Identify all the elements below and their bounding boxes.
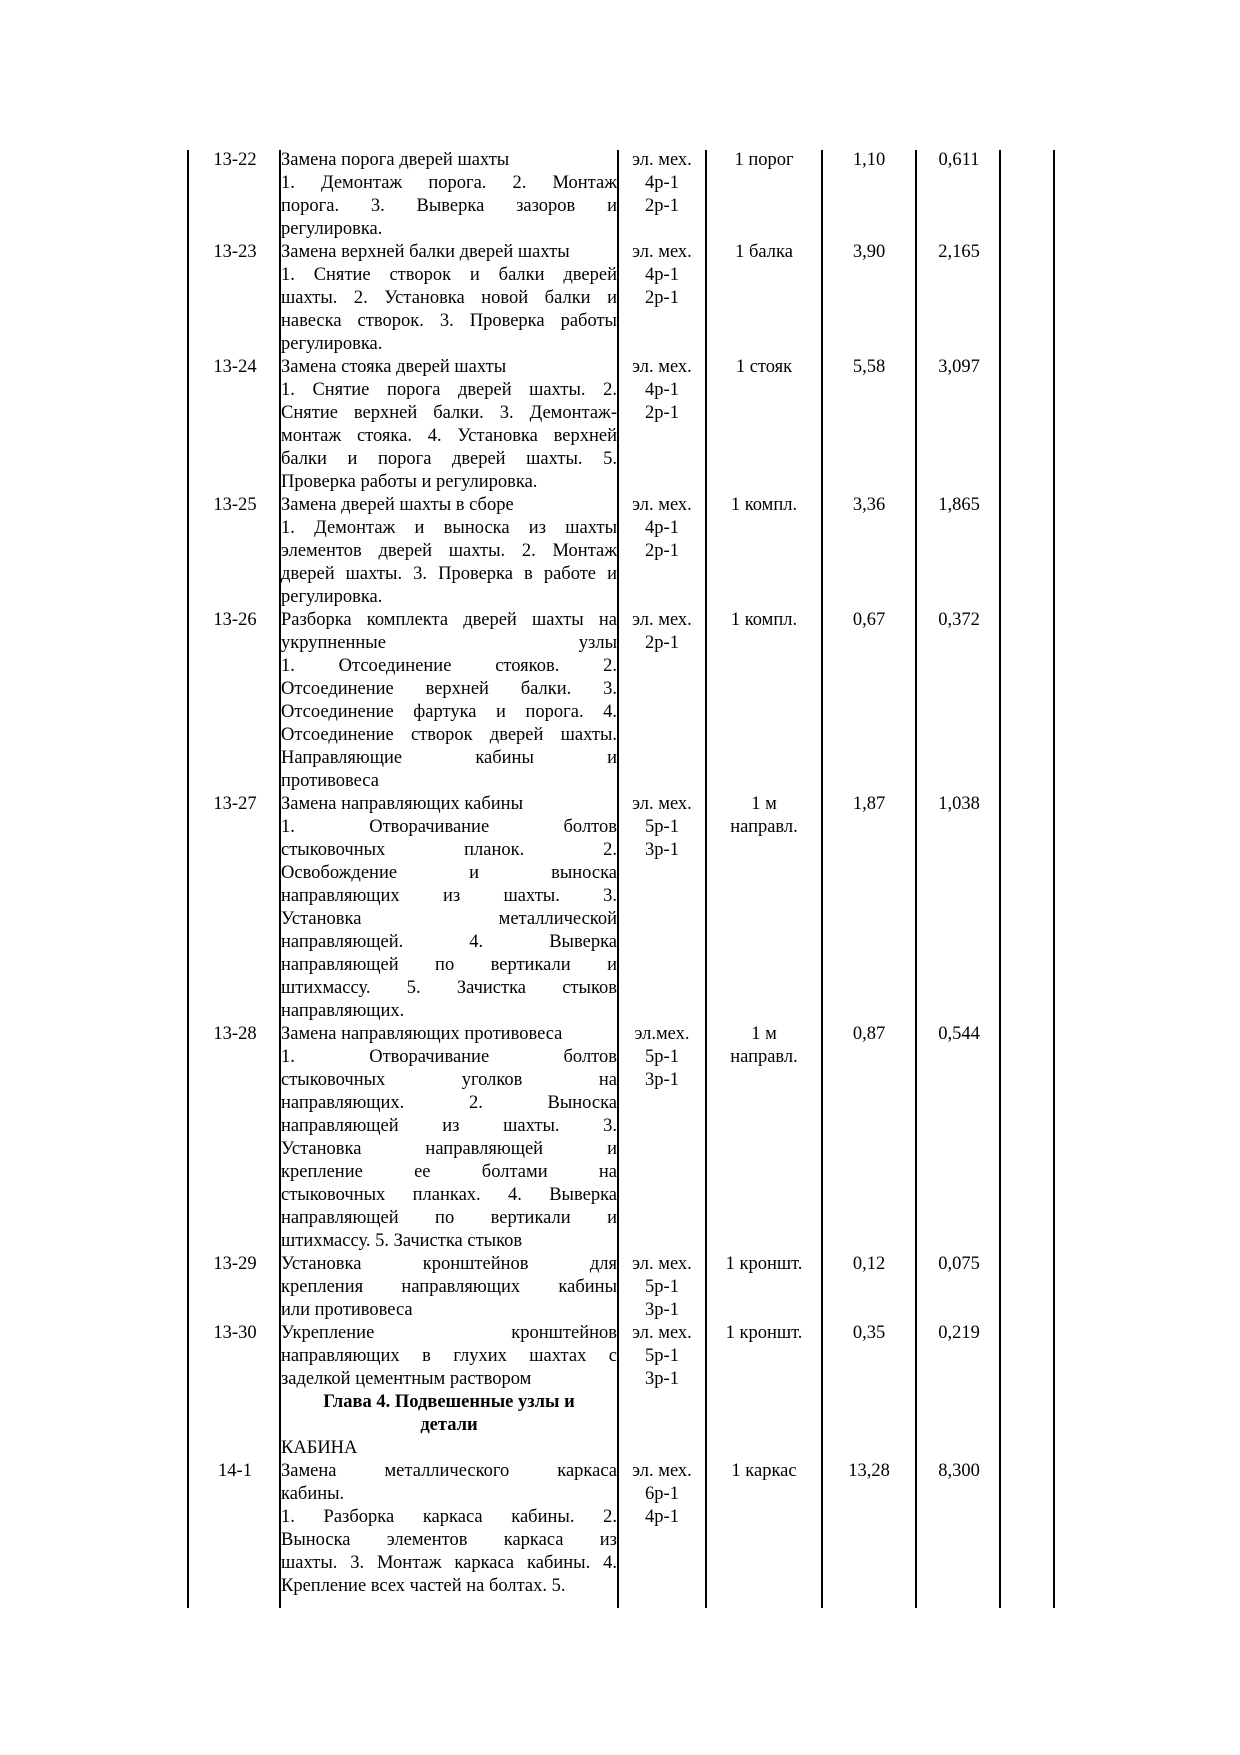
work-description-line: направляющей по вертикали и	[281, 1208, 617, 1228]
work-title: Установка кронштейнов для	[281, 1254, 617, 1274]
unit-line: 1 м	[751, 794, 777, 814]
unit-line: направл.	[730, 1047, 798, 1067]
work-description-line: 1. Отсоединение стояков. 2.	[281, 656, 617, 676]
work-description-line: Крепление всех частей на болтах. 5.	[281, 1576, 566, 1596]
machinery-line: 5р-1	[645, 1047, 679, 1067]
norm-value-2: 0,611	[938, 150, 980, 170]
norm-value-2: 0,219	[938, 1323, 980, 1343]
machinery-cell	[619, 609, 705, 655]
row-description	[281, 356, 617, 494]
table-rule-left	[187, 150, 189, 1608]
unit-cell	[707, 609, 821, 632]
work-description-line: Отсоединение фартука и порога. 4.	[281, 702, 617, 722]
unit-line: 1 м	[751, 1024, 777, 1044]
machinery-line: эл. мех.	[632, 610, 692, 630]
work-title: Замена верхней балки дверей шахты	[281, 242, 570, 262]
machinery-line: эл. мех.	[632, 1254, 692, 1274]
chapter-heading-line: детали	[420, 1415, 478, 1435]
chapter-heading	[281, 1391, 617, 1437]
work-description-line: стыковочных уголков на	[281, 1070, 617, 1090]
machinery-line: 2р-1	[645, 288, 679, 308]
machinery-line: 2р-1	[645, 403, 679, 423]
machinery-line: 4р-1	[645, 1507, 679, 1527]
work-description-line: 1. Снятие створок и балки дверей	[281, 265, 617, 285]
unit-line: 1 стояк	[735, 357, 793, 377]
row-number: 13-25	[213, 495, 257, 515]
work-description-line: Установка направляющей и	[281, 1139, 617, 1159]
work-description-line: направляющих из шахты. 3.	[281, 886, 617, 906]
unit-line: 1 балка	[735, 242, 793, 262]
row-description	[281, 1460, 617, 1598]
norm-value-2: 0,544	[938, 1024, 980, 1044]
row-description	[281, 1023, 617, 1253]
machinery-cell	[619, 1322, 705, 1391]
machinery-line: 2р-1	[645, 633, 679, 653]
row-number: 13-29	[213, 1254, 257, 1274]
work-description-line: Отсоединение верхней балки. 3.	[281, 679, 617, 699]
unit-cell	[707, 1253, 821, 1276]
machinery-line: эл. мех.	[632, 794, 692, 814]
unit-line: 1 порог	[734, 150, 794, 170]
work-description-line: укрупненные узлы	[281, 633, 617, 653]
work-description-line: Выноска элементов каркаса из	[281, 1530, 617, 1550]
work-description-line: шахты. 2. Установка новой балки и	[281, 288, 617, 308]
work-description-line: балки и порога дверей шахты. 5.	[281, 449, 617, 469]
row-description	[281, 494, 617, 609]
work-description-line: или противовеса	[281, 1300, 413, 1320]
machinery-cell	[619, 1460, 705, 1529]
machinery-line: 4р-1	[645, 518, 679, 538]
work-title: Замена порога дверей шахты	[281, 150, 510, 170]
chapter-heading-line: Глава 4. Подвешенные узлы и	[323, 1392, 575, 1412]
work-description-line: Отсоединение створок дверей шахты.	[281, 725, 617, 745]
row-description	[281, 149, 617, 241]
unit-cell	[707, 149, 821, 172]
row-description	[281, 241, 617, 356]
norm-value-1: 0,67	[852, 610, 886, 630]
unit-cell	[707, 494, 821, 517]
unit-line: направл.	[730, 817, 798, 837]
work-description-line: 1. Отворачивание болтов	[281, 1047, 617, 1067]
work-description-line: 1. Снятие порога дверей шахты. 2.	[281, 380, 617, 400]
norm-value-1: 5,58	[852, 357, 886, 377]
unit-line: 1 кроншт.	[725, 1254, 803, 1274]
norm-value-2: 8,300	[938, 1461, 980, 1481]
work-description-line: дверей шахты. 3. Проверка в работе и	[281, 564, 617, 584]
row-description	[281, 1322, 617, 1391]
machinery-line: 3р-1	[645, 1070, 679, 1090]
norm-value-2: 2,165	[938, 242, 980, 262]
machinery-line: 5р-1	[645, 817, 679, 837]
row-description	[281, 609, 617, 793]
machinery-line: эл. мех.	[632, 1323, 692, 1343]
machinery-line: 6р-1	[645, 1484, 679, 1504]
work-description-line: Проверка работы и регулировка.	[281, 472, 538, 492]
work-description-line: навеска створок. 3. Проверка работы	[281, 311, 617, 331]
norm-value-1: 1,87	[852, 794, 886, 814]
work-description-line: заделкой цементным раствором	[281, 1369, 532, 1389]
machinery-line: эл. мех.	[632, 242, 692, 262]
row-number: 14-1	[218, 1461, 252, 1481]
machinery-cell	[619, 241, 705, 310]
machinery-cell	[619, 1253, 705, 1322]
machinery-cell	[619, 149, 705, 218]
machinery-line: 5р-1	[645, 1277, 679, 1297]
unit-cell	[707, 356, 821, 379]
work-description-line: направляющей. 4. Выверка	[281, 932, 617, 952]
work-description-line: 1. Демонтаж порога. 2. Монтаж	[281, 173, 617, 193]
section-heading: КАБИНА	[281, 1438, 358, 1458]
work-description-line: 1. Отворачивание болтов	[281, 817, 617, 837]
work-title: Замена направляющих противовеса	[281, 1024, 563, 1044]
machinery-cell	[619, 793, 705, 862]
unit-line: 1 кроншт.	[725, 1323, 803, 1343]
machinery-line: эл. мех.	[632, 1461, 692, 1481]
work-description-line: 1. Демонтаж и выноска из шахты	[281, 518, 617, 538]
machinery-line: 4р-1	[645, 173, 679, 193]
work-description-line: регулировка.	[281, 334, 383, 354]
unit-cell	[707, 1023, 821, 1069]
work-description-line: шахты. 3. Монтаж каркаса кабины. 4.	[281, 1553, 617, 1573]
unit-line: 1 компл.	[730, 610, 798, 630]
norm-value-1: 3,36	[852, 495, 886, 515]
row-number: 13-30	[213, 1323, 257, 1343]
table-rule-right	[1053, 150, 1055, 1608]
row-description	[281, 1253, 617, 1322]
unit-cell	[707, 1322, 821, 1345]
row-number: 13-24	[213, 357, 257, 377]
work-description-line: стыковочных планок. 2.	[281, 840, 617, 860]
norm-value-2: 1,038	[938, 794, 980, 814]
norm-value-1: 0,87	[852, 1024, 886, 1044]
norm-value-1: 1,10	[852, 150, 886, 170]
machinery-line: эл. мех.	[632, 495, 692, 515]
work-description-line: регулировка.	[281, 219, 383, 239]
norm-value-1: 0,12	[852, 1254, 886, 1274]
row-number: 13-28	[213, 1024, 257, 1044]
work-description-line: крепления направляющих кабины	[281, 1277, 617, 1297]
work-description-line: стыковочных планках. 4. Выверка	[281, 1185, 617, 1205]
work-title: Укрепление кронштейнов	[281, 1323, 617, 1343]
work-description-line: Снятие верхней балки. 3. Демонтаж-	[281, 403, 617, 423]
work-description-line: направляющих в глухих шахтах с	[281, 1346, 617, 1366]
work-title: Замена металлического каркаса	[281, 1461, 617, 1481]
unit-line: 1 каркас	[731, 1461, 797, 1481]
norm-value-1: 13,28	[848, 1461, 890, 1481]
machinery-line: эл. мех.	[632, 150, 692, 170]
work-title: Замена стояка дверей шахты	[281, 357, 507, 377]
machinery-line: 4р-1	[645, 380, 679, 400]
work-description-line: кабины.	[281, 1484, 345, 1504]
work-description-line: Освобождение и выноска	[281, 863, 617, 883]
row-number: 13-23	[213, 242, 257, 262]
machinery-line: 3р-1	[645, 1369, 679, 1389]
machinery-line: 4р-1	[645, 265, 679, 285]
row-number: 13-26	[213, 610, 257, 630]
work-title: Разборка комплекта дверей шахты на	[281, 610, 617, 630]
machinery-line: 3р-1	[645, 840, 679, 860]
work-description-line: направляющей из шахты. 3.	[281, 1116, 617, 1136]
work-description-line: направляющей по вертикали и	[281, 955, 617, 975]
unit-cell	[707, 241, 821, 264]
work-description-line: регулировка.	[281, 587, 383, 607]
unit-cell	[707, 793, 821, 839]
norm-value-2: 3,097	[938, 357, 980, 377]
work-description-line: Установка металлической	[281, 909, 617, 929]
machinery-cell	[619, 494, 705, 563]
work-description-line: монтаж стояка. 4. Установка верхней	[281, 426, 617, 446]
work-description-line: направляющих. 2. Выноска	[281, 1093, 617, 1113]
work-description-line: 1. Разборка каркаса кабины. 2.	[281, 1507, 617, 1527]
machinery-cell	[619, 1023, 705, 1092]
work-description-line: штихмассу. 5. Зачистка стыков	[281, 1231, 523, 1251]
work-description-line: направляющих.	[281, 1001, 405, 1021]
work-description-line: штихмассу. 5. Зачистка стыков	[281, 978, 617, 998]
norm-value-2: 1,865	[938, 495, 980, 515]
unit-cell	[707, 1460, 821, 1483]
machinery-line: 5р-1	[645, 1346, 679, 1366]
work-description-line: элементов дверей шахты. 2. Монтаж	[281, 541, 617, 561]
machinery-line: 2р-1	[645, 196, 679, 216]
work-description-line: порога. 3. Выверка зазоров и	[281, 196, 617, 216]
norm-value-1: 3,90	[852, 242, 886, 262]
norm-value-1: 0,35	[852, 1323, 886, 1343]
work-description-line: Направляющие кабины и	[281, 748, 617, 768]
unit-line: 1 компл.	[730, 495, 798, 515]
work-title: Замена дверей шахты в сборе	[281, 495, 514, 515]
row-description	[281, 793, 617, 1023]
machinery-cell	[619, 356, 705, 425]
work-description-line: крепление ее болтами на	[281, 1162, 617, 1182]
machinery-line: 3р-1	[645, 1300, 679, 1320]
row-number: 13-22	[213, 150, 257, 170]
machinery-line: эл. мех.	[632, 357, 692, 377]
work-description-line: противовеса	[281, 771, 379, 791]
machinery-line: эл.мех.	[634, 1024, 690, 1044]
norm-value-2: 0,075	[938, 1254, 980, 1274]
norm-value-2: 0,372	[938, 610, 980, 630]
work-title: Замена направляющих кабины	[281, 794, 523, 814]
machinery-line: 2р-1	[645, 541, 679, 561]
row-number: 13-27	[213, 794, 257, 814]
